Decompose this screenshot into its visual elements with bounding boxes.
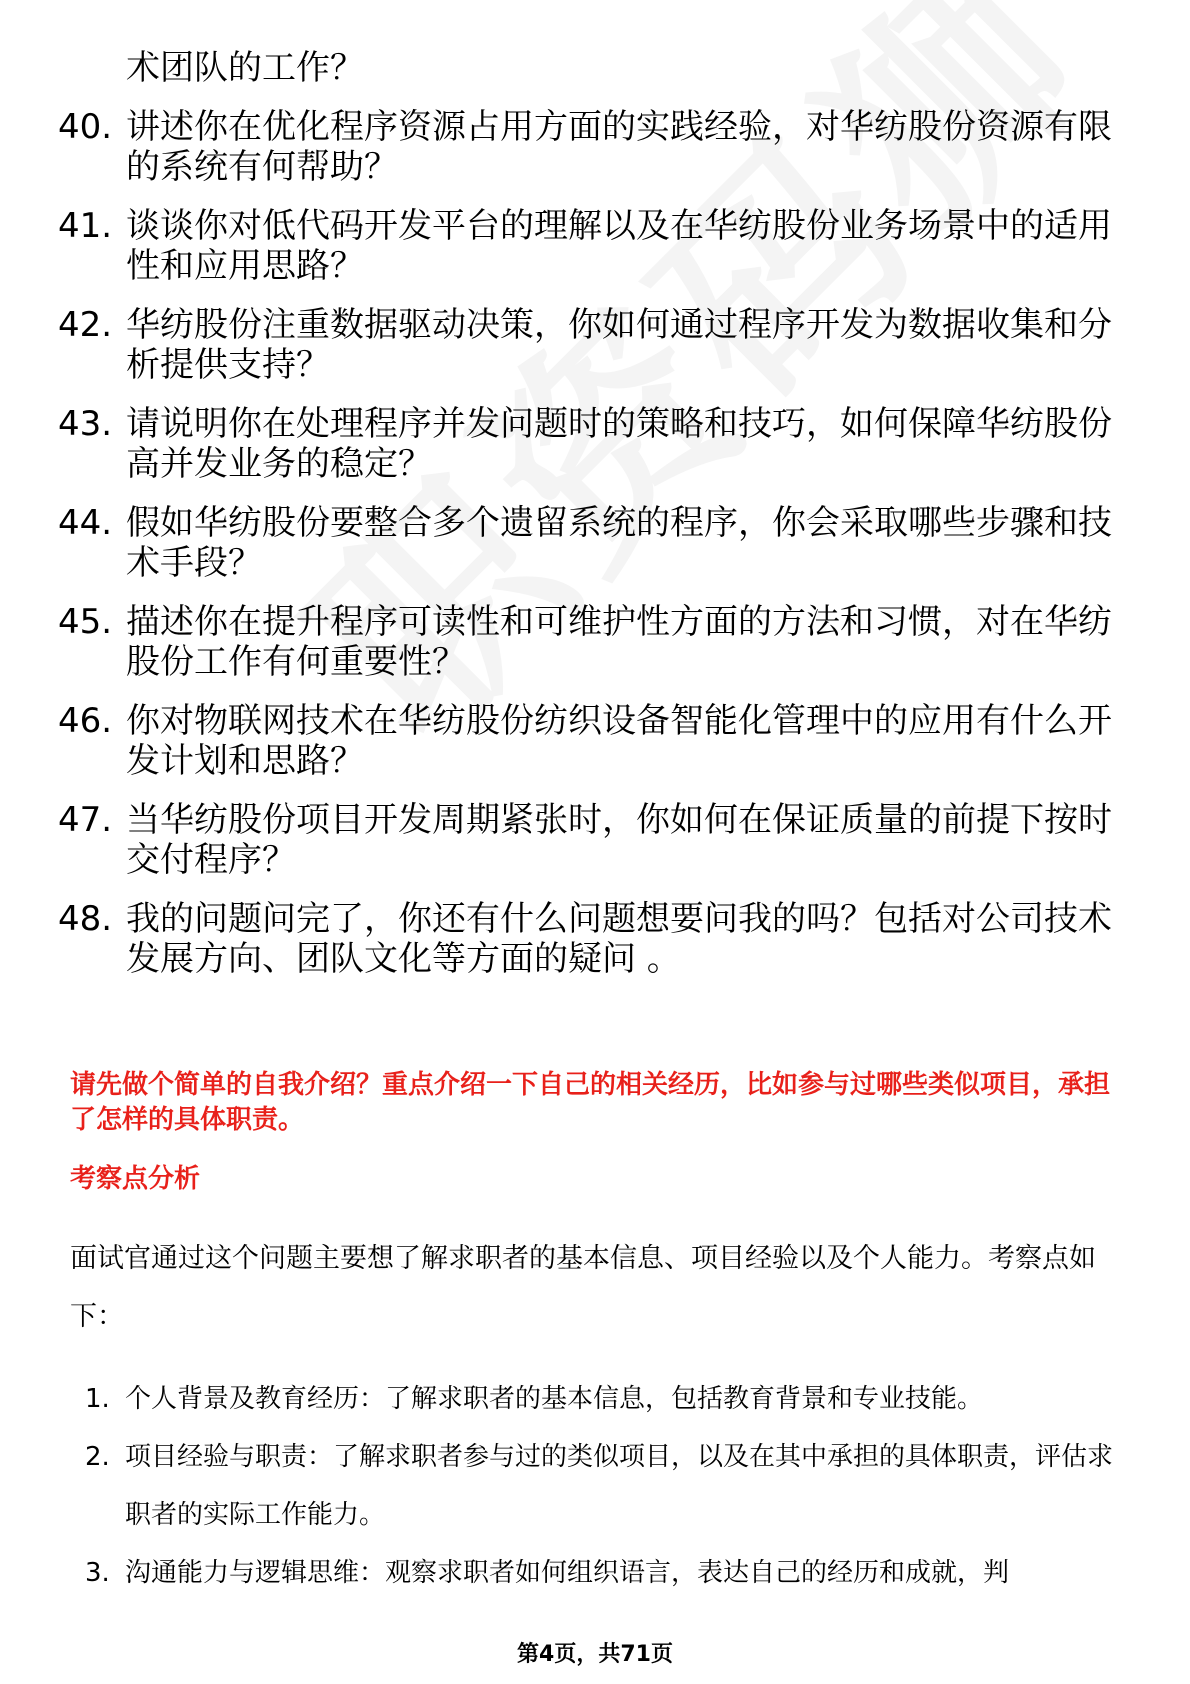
question-number: 48. (58, 899, 113, 939)
point-number: 3. (85, 1558, 110, 1588)
question-number: 41. (58, 206, 113, 246)
question-text: 谈谈你对低代码开发平台的理解以及在华纺股份业务场景中的适用性和应用思路？ (126, 206, 1112, 286)
analysis-point (70, 1428, 1128, 1544)
question-text: 请说明你在处理程序并发问题时的策略和技巧，如何保障华纺股份高并发业务的稳定？ (126, 404, 1112, 484)
question-item (58, 305, 1138, 385)
question-item (58, 206, 1138, 286)
question-list (58, 48, 1138, 998)
question-item (58, 404, 1138, 484)
analysis-point (70, 1544, 1128, 1602)
question-number: 45. (58, 602, 113, 642)
question-item (58, 48, 1138, 88)
analysis-heading: 考察点分析 (70, 1164, 201, 1194)
highlighted-question: 请先做个简单的自我介绍？重点介绍一下自己的相关经历，比如参与过哪些类似项目，承担了怎样的具体职责。 (70, 1070, 1111, 1135)
question-text: 当华纺股份项目开发周期紧张时，你如何在保证质量的前提下按时交付程序？ (126, 800, 1112, 880)
analysis-intro: 面试官通过这个问题主要想了解求职者的基本信息、项目经验以及个人能力。考察点如下： (70, 1243, 1096, 1332)
point-text: 个人背景及教育经历：了解求职者的基本信息，包括教育背景和专业技能。 (125, 1384, 984, 1414)
question-text: 你对物联网技术在华纺股份纺织设备智能化管理中的应用有什么开发计划和思路？ (126, 701, 1112, 781)
question-item (58, 107, 1138, 187)
question-text: 术团队的工作？ (126, 48, 364, 88)
question-item (58, 800, 1138, 880)
point-number: 2. (85, 1442, 110, 1472)
question-item (58, 701, 1138, 781)
question-number: 44. (58, 503, 113, 543)
question-number: 46. (58, 701, 113, 741)
point-text: 沟通能力与逻辑思维：观察求职者如何组织语言，表达自己的经历和成就，判 (125, 1558, 1010, 1588)
question-text: 华纺股份注重数据驱动决策，你如何通过程序开发为数据收集和分析提供支持？ (126, 305, 1112, 385)
question-text: 假如华纺股份要整合多个遗留系统的程序，你会采取哪些步骤和技术手段？ (126, 503, 1112, 583)
point-number: 1. (85, 1384, 110, 1414)
question-item (58, 602, 1138, 682)
question-text: 我的问题问完了，你还有什么问题想要问我的吗？包括对公司技术发展方向、团队文化等方面的疑问 。 (126, 899, 1112, 979)
question-number: 42. (58, 305, 113, 345)
question-item (58, 899, 1138, 979)
analysis-points (70, 1370, 1128, 1602)
page-footer: 第4页，共71页 (517, 1642, 673, 1667)
question-text: 描述你在提升程序可读性和可维护性方面的方法和习惯，对在华纺股份工作有何重要性？ (126, 602, 1112, 682)
question-number: 47. (58, 800, 113, 840)
question-number: 43. (58, 404, 113, 444)
question-text: 讲述你在优化程序资源占用方面的实践经验，对华纺股份资源有限的系统有何帮助？ (126, 107, 1112, 187)
point-text: 项目经验与职责：了解求职者参与过的类似项目，以及在其中承担的具体职责，评估求职者的实际工作能力。 (125, 1442, 1114, 1530)
question-number: 40. (58, 107, 113, 147)
question-item (58, 503, 1138, 583)
analysis-point (70, 1370, 1128, 1428)
